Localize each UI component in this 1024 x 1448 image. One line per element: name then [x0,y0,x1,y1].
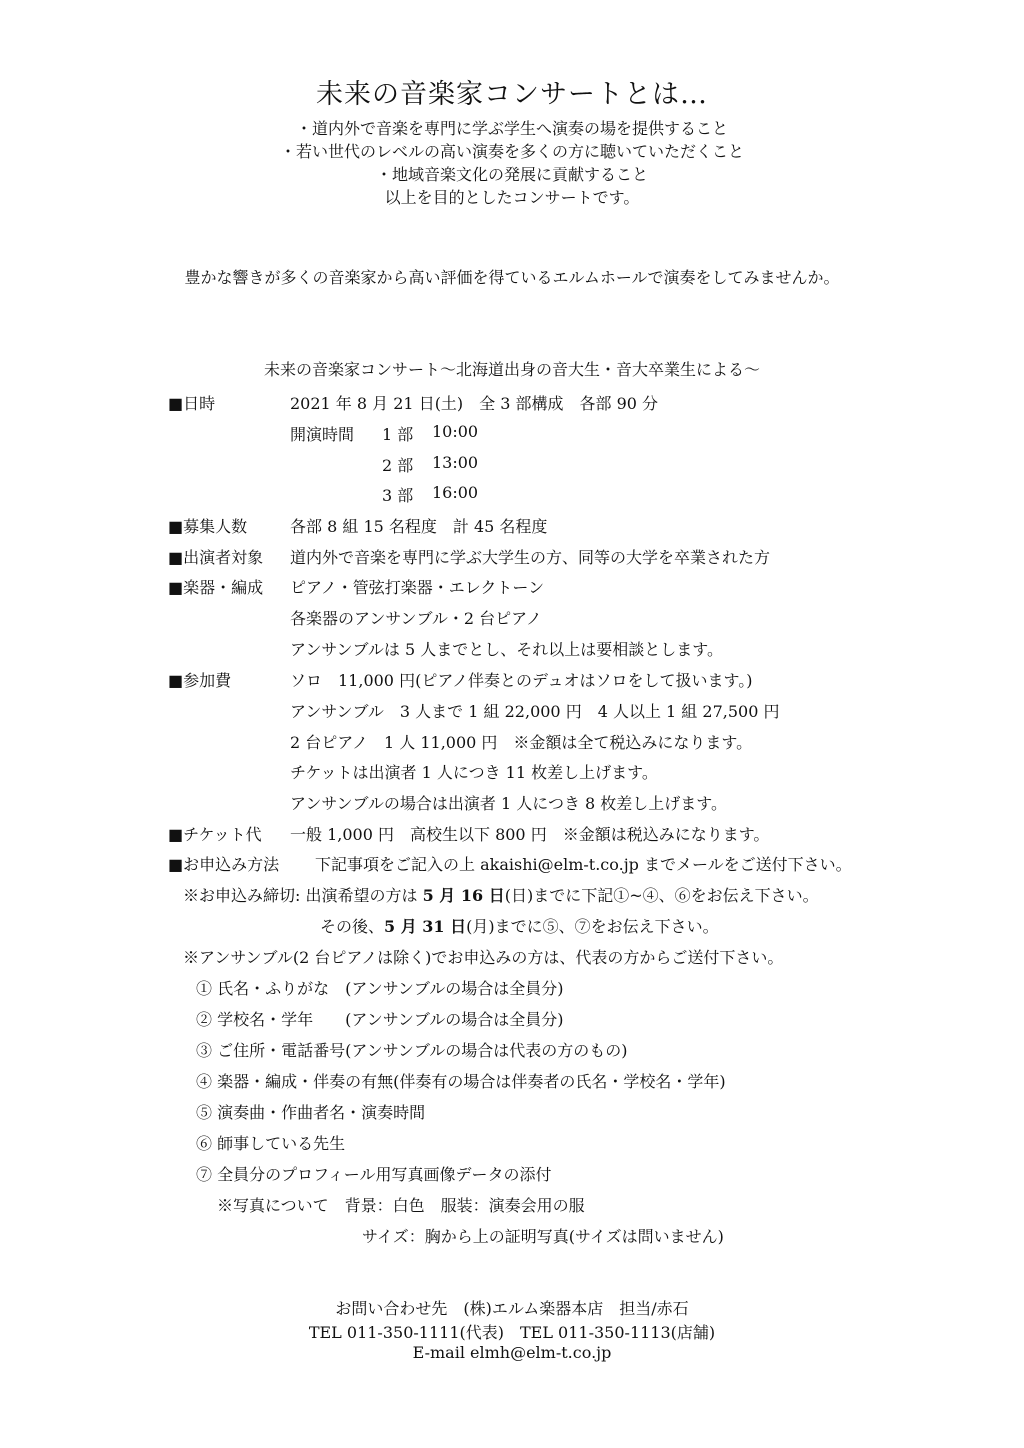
contact-phone: TEL 011-350-1111(代表) TEL 011-350-1113(店舗) [308,1323,716,1342]
part-2-name: 2 部 [382,456,414,475]
photo-note-2: サイズ：胸から上の証明写真(サイズは問いません) [362,1227,724,1246]
eligibility-value: 道内外で音楽を専門に学ぶ大学生の方、同等の大学を卒業された方 [290,548,771,567]
part-3-name: 3 部 [382,486,414,505]
ensemble-note: ※アンサンブル(2 台ピアノは除く)でお申込みの方は、代表の方からご送付下さい。 [183,948,784,967]
purpose-1: ・道内外で音楽を専門に学ぶ学生へ演奏の場を提供すること [295,119,728,138]
required-item-6: ⑥ 師事している先生 [196,1134,346,1153]
part-2-time: 13:00 [432,453,479,472]
contact-line-1: お問い合わせ先 (株)エルム楽器本店 担当/赤石 [335,1299,689,1318]
part-1-time: 10:00 [432,422,479,441]
page-title: 未来の音楽家コンサートとは… [316,79,708,110]
date-value: 2021 年 8 月 21 日(土) 全 3 部構成 各部 90 分 [290,394,659,413]
deadline-2-date: 5 月 31 日 [384,917,467,936]
instruments-label: ■楽器・編成 [168,578,264,597]
purpose-3: ・地域音楽文化の発展に貢献すること [375,165,648,184]
apply-value: 下記事項をご記入の上 akaishi@elm-t.co.jp までメールをご送付下さい。 [315,855,852,874]
fee-line-3: 2 台ピアノ 1 人 11,000 円 ※金額は全て税込みになります。 [290,733,753,752]
instruments-line-2: 各楽器のアンサンブル・2 台ピアノ [290,609,542,628]
deadline-1-suffix: (日)までに下記①~④、⑥をお伝え下さい。 [504,886,819,905]
capacity-label: ■募集人数 [168,517,248,536]
apply-label: ■お申込み方法 [168,855,280,874]
instruments-line-1: ピアノ・管弦打楽器・エレクトーン [290,578,545,597]
fee-line-5: アンサンブルの場合は出演者 1 人につき 8 枚差し上げます。 [290,794,728,813]
eligibility-label: ■出演者対象 [168,548,264,567]
required-item-4: ④ 楽器・編成・伴奏の有無(伴奏有の場合は伴奏者の氏名・学校名・学年) [196,1072,726,1091]
required-item-7: ⑦ 全員分のプロフィール用写真画像データの添付 [196,1165,552,1184]
deadline-1-prefix: ※お申込み締切: 出演希望の方は [183,886,423,905]
photo-note-1: ※写真について 背景：白色 服装：演奏会用の服 [217,1196,585,1215]
deadline-line-1 [183,883,819,906]
instruments-line-3: アンサンブルは 5 人までとし、それ以上は要相談とします。 [290,640,723,659]
required-item-2: ② 学校名・学年 (アンサンブルの場合は全員分) [196,1010,564,1029]
purpose-2: ・若い世代のレベルの高い演奏を多くの方に聴いていただくこと [279,142,744,161]
purpose-conclusion: 以上を目的としたコンサートです。 [384,188,640,207]
required-item-5: ⑤ 演奏曲・作曲者名・演奏時間 [196,1103,426,1122]
start-time-label: 開演時間 [290,425,355,444]
date-label: ■日時 [168,394,216,413]
fee-line-4: チケットは出演者 1 人につき 11 枚差し上げます。 [290,763,658,782]
deadline-1-date: 5 月 16 日 [422,886,505,905]
part-3-time: 16:00 [432,483,479,502]
contact-email: E-mail elmh@elm-t.co.jp [412,1343,612,1362]
ticket-value: 一般 1,000 円 高校生以下 800 円 ※金額は税込みになります。 [290,825,770,844]
event-name: 未来の音楽家コンサート～北海道出身の音大生・音大卒業生による～ [263,360,760,379]
required-item-1: ① 氏名・ふりがな (アンサンブルの場合は全員分) [196,979,564,998]
invitation-text: 豊かな響きが多くの音楽家から高い評価を得ているエルムホールで演奏をしてみませんか。 [184,268,840,287]
fee-line-1: ソロ 11,000 円(ピアノ伴奏とのデュオはソロをして扱います。) [290,671,753,690]
part-1-name: 1 部 [382,425,414,444]
deadline-2-prefix: その後、 [320,917,385,936]
deadline-2-suffix: (月)までに⑤、⑦をお伝え下さい。 [466,917,719,936]
fee-line-2: アンサンブル 3 人まで 1 組 22,000 円 4 人以上 1 組 27,500 円 [290,702,780,721]
fee-label: ■参加費 [168,671,232,690]
ticket-label: ■チケット代 [168,825,262,844]
capacity-value: 各部 8 組 15 名程度 計 45 名程度 [290,517,548,536]
deadline-line-2 [320,914,719,937]
required-item-3: ③ ご住所・電話番号(アンサンブルの場合は代表の方のもの) [196,1041,628,1060]
